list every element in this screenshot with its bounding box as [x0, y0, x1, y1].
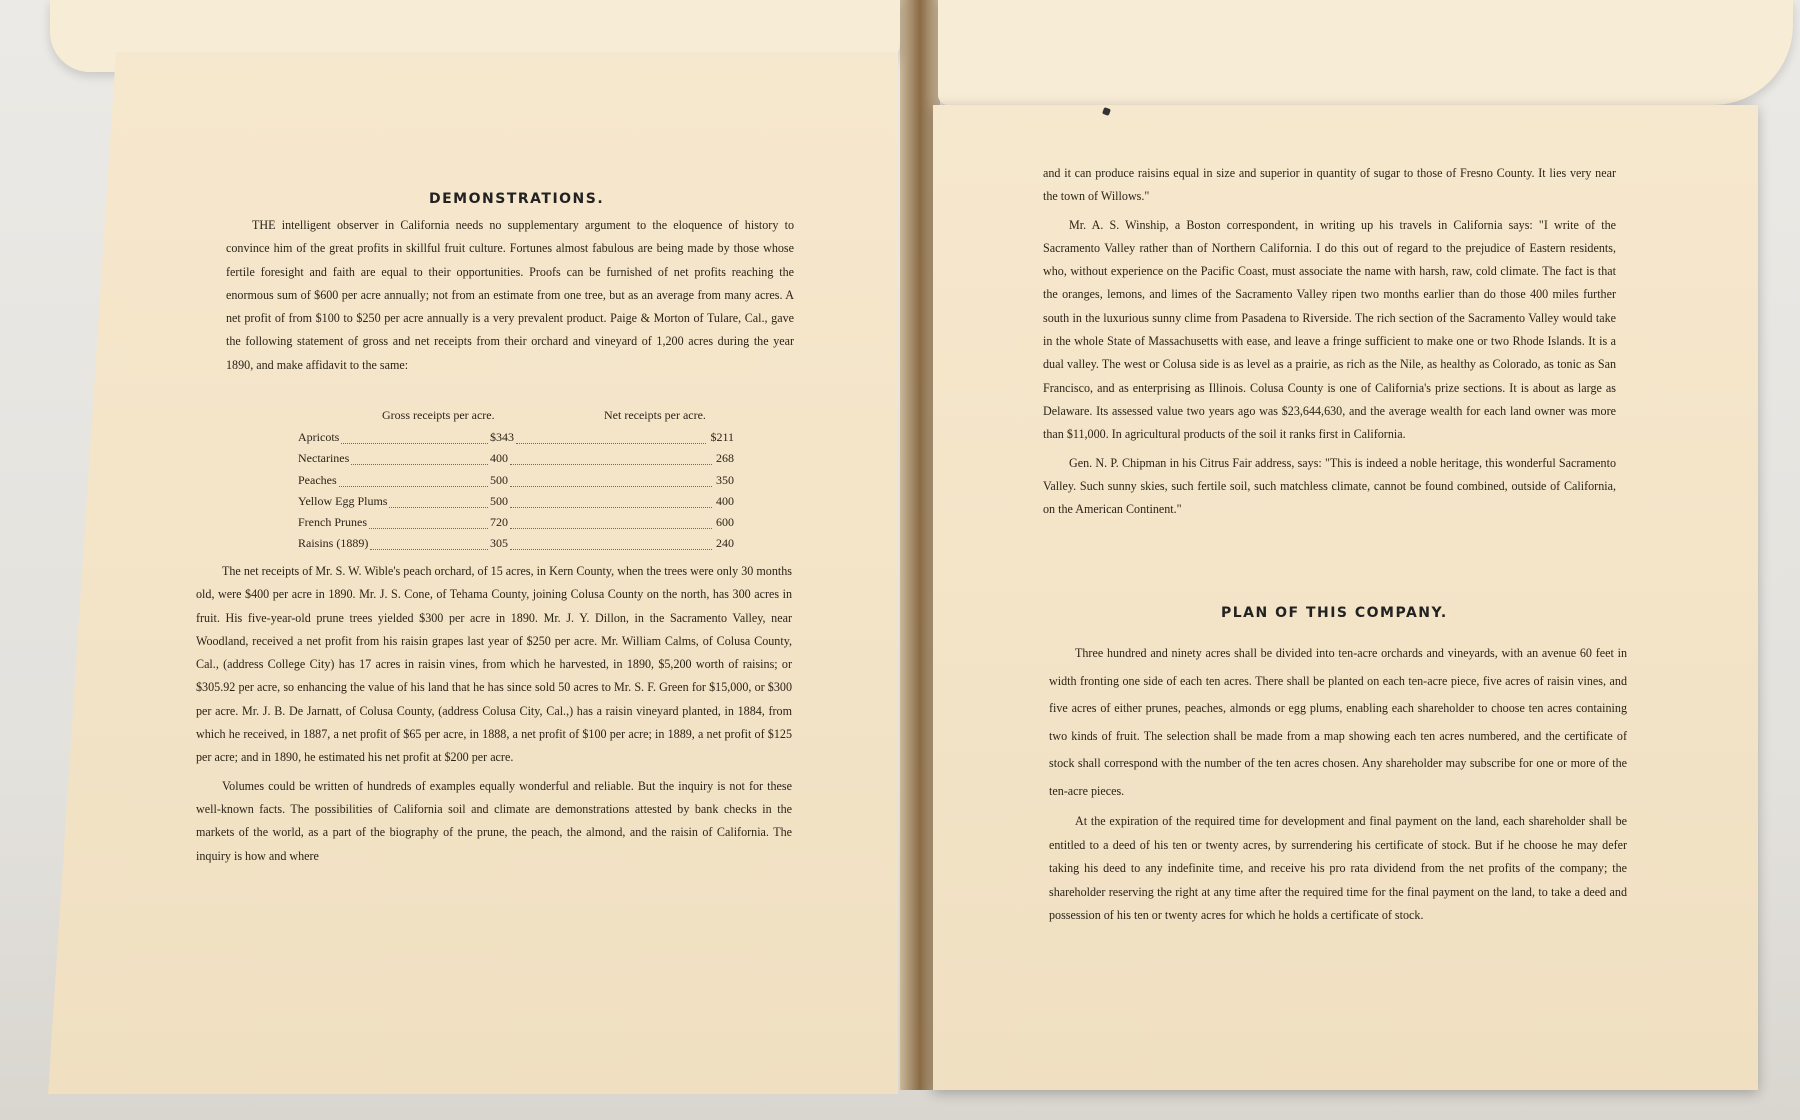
right-paragraph: and it can produce raisins equal in size and superior in quantity of sugar to those of Fresno County. It lies very near the town of Willows."	[1043, 166, 1616, 204]
gross-value: $343	[490, 430, 514, 444]
left-paragraph: The net receipts of Mr. S. W. Wible's peach orchard, of 15 acres, in Kern County, when the trees were only 30 months old, were $400 per acre in 1890. Mr. J. S. Cone, of Tehama County, joining Colusa County on the north, has 300 acres in fruit. His five-year-old prune trees yielded $300 per acre in 1890. Mr. J. Y. Dillon, in the Sacramento Valley, near Woodland, received a net profit from his raisin grapes last year of $250 per acre. Mr. William Calms, of Colusa County, Cal., (address College City) has 17 acres in raisin vines, from which he harvested, in 1890, $5,200 worth of raisins; or $305.92 per acre, so enhancing the value of his land that he has since sold 50 acres to Mr. S. F. Green for $15,000, or $300 per acre. Mr. J. B. De Jarnatt, of Colusa County, (address Colusa City, Cal.,) has a raisin vineyard planted, in 1884, from which he received, in 1887, a net profit of $65 per acre, in 1888, a net profit of $100 per acre; in 1889, a net profit of $125 per acre; and in 1890, he estimated his net profit at $200 per acre.	[196, 564, 792, 765]
fruit-label: French Prunes	[298, 515, 367, 530]
fruit-label: Nectarines	[298, 451, 350, 466]
leader-dots	[341, 443, 488, 444]
table-row	[294, 536, 734, 557]
leader-dots	[510, 549, 712, 550]
leader-dots	[389, 507, 488, 508]
net-value: $211	[710, 430, 734, 444]
fruit-label: Apricots	[298, 430, 340, 444]
right-paragraph: Three hundred and ninety acres shall be divided into ten-acre orchards and vineyards, with an avenue 60 feet in width fronting one side of each ten acres. There shall be planted on each ten-acre piece, five acres of raisin vines, and five acres of either prunes, peaches, almonds or egg plums, enabling each shareholder to choose ten acres containing two kinds of fruit. The selection shall be made from a map showing each ten acres numbered, and the certificate of stock shall correspond with the number of the ten acres chosen. Any shareholder may subscribe for one or more of the ten-acre pieces.	[1049, 646, 1627, 798]
leader-dots	[510, 486, 712, 487]
table-row	[294, 473, 734, 494]
table-row	[294, 515, 734, 536]
fruit-label: Raisins (1889)	[298, 536, 369, 551]
leader-dots	[370, 549, 488, 550]
leader-dots	[510, 528, 712, 529]
net-value: 400	[716, 493, 734, 508]
gross-value: 720	[490, 515, 508, 530]
left-paragraph: Volumes could be written of hundreds of examples equally wonderful and reliable. But the inquiry is not for these well-known facts. The possibilities of California soil and climate are demonstrations attested by bank checks in the markets of the world, as a part of the biography of the prune, the peach, the almond, and the raisin of California. The inquiry is how and where	[196, 778, 792, 863]
leader-dots	[516, 443, 706, 444]
table-row	[294, 494, 734, 515]
right-paragraph: Gen. N. P. Chipman in his Citrus Fair address, says: "This is indeed a noble heritage, this wonderful Sacramento Valley. Such sunny skies, such fertile soil, such matchless climate, cannot be found combined, outside of California, on the American Continent."	[1043, 455, 1616, 517]
gross-header: Gross receipts per acre.	[382, 408, 495, 422]
gross-value: 500	[490, 472, 508, 487]
net-value: 600	[716, 515, 734, 530]
table-row	[294, 451, 734, 472]
leader-dots	[510, 464, 712, 465]
receipts-table	[294, 408, 734, 558]
net-header: Net receipts per acre.	[604, 408, 706, 422]
leader-dots	[510, 507, 712, 508]
right-paragraph: At the expiration of the required time for development and final payment on the land, each shareholder shall be entitled to a deed of his ten or twenty acres, by surrendering his certificate of stock. But if he choose he may defer taking his deed to any indefinite time, and receive his pro rata dividend from the net profits of the company; the shareholder reserving the right at any time after the required time for the final payment on the land, to take a deed and possession of his ten or twenty acres for which he holds a certificate of stock.	[1049, 814, 1627, 922]
leader-dots	[339, 486, 488, 487]
gross-value: 305	[490, 536, 508, 551]
leader-dots	[351, 464, 488, 465]
table-row	[294, 430, 734, 451]
right-paragraph: Mr. A. S. Winship, a Boston correspondent, in writing up his travels in California says: "I write of the Sacramento Valley rather than of Northern California. I do this out of regard to the prejudice of Eastern residents, who, without experience on the Pacific Coast, must associate the name with harsh, raw, cold climate. The fact is that the oranges, lemons, and limes of the Sacramento Valley ripen two months earlier than do those 400 miles further south in the luxurious sunny clime from Pasadena to Riverside. The rich section of the Sacramento Valley would take in the whole State of Massachusetts with ease, and leave a fringe sufficient to make one or two Rhode Islands. It is a dual valley. The west or Colusa side is as level as a prairie, as rich as the Nile, as healthy as Colorado, as tonic as San Francisco, and as enterprising as Illinois. Colusa County is one of California's prize sections. It is about as large as Delaware. Its assessed value two years ago was $23,644,630, and the average wealth for each land owner was more than $11,000. In agricultural products of the soil it ranks first in California.	[1043, 217, 1616, 442]
net-value: 240	[716, 536, 734, 551]
net-value: 268	[716, 451, 734, 466]
gross-value: 500	[490, 493, 508, 508]
left-intro-text	[226, 214, 794, 377]
leader-dots	[369, 528, 488, 529]
right-page-heading: PLAN OF THIS COMPANY.	[1221, 605, 1448, 621]
net-value: 350	[716, 472, 734, 487]
left-paragraph: THE intelligent observer in California needs no supplementary argument to the eloquence of history to convince him of the great profits in skillful fruit culture. Fortunes almost fabulous are being made by those whose fertile foresight and faith are equal to their opportunities. Proofs can be furnished of net profits reaching the enormous sum of $600 per acre annually; not from an estimate from one tree, but as an average from many acres. A net profit of from $100 to $250 per acre annually is a very prevalent product. Paige & Morton of Tulare, Cal., gave the following statement of gross and net receipts from their orchard and vineyard of 1,200 acres during the year 1890, and make affidavit to the same:	[226, 218, 794, 372]
table-header	[294, 408, 734, 430]
right-folded-sheet	[938, 0, 1793, 105]
fruit-label: Peaches	[298, 472, 337, 487]
gross-value: 400	[490, 451, 508, 466]
left-body-text	[196, 560, 792, 868]
right-top-text	[1043, 162, 1616, 521]
right-bottom-text	[1049, 640, 1627, 928]
fruit-label: Yellow Egg Plums	[298, 493, 388, 508]
left-page-heading: DEMONSTRATIONS.	[429, 191, 605, 207]
